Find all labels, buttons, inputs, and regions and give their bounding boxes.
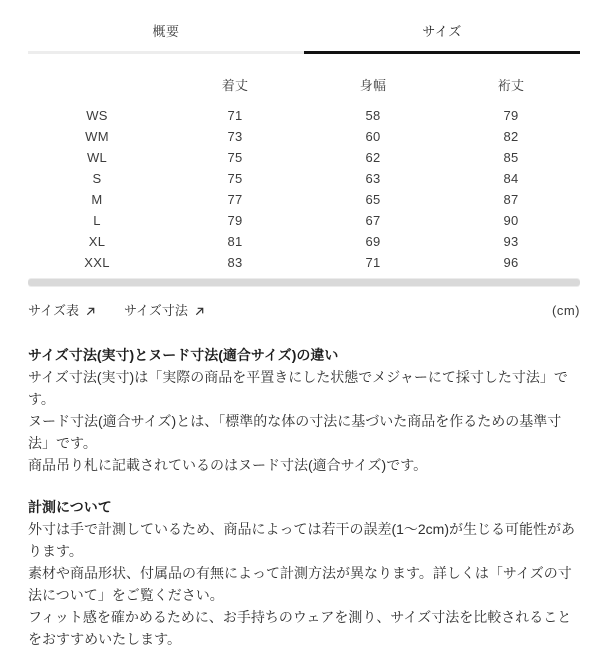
size-table-rows bbox=[28, 105, 580, 273]
size-value: 90 bbox=[503, 213, 519, 228]
section-paragraph: 商品吊り札に記載されているのはヌード寸法(適合サイズ)です。 bbox=[28, 457, 428, 473]
size-column-spacer bbox=[28, 76, 166, 96]
size-value: 79 bbox=[503, 108, 519, 123]
size-value: 83 bbox=[227, 255, 243, 270]
size-value: 60 bbox=[365, 129, 381, 144]
section-measurement-note bbox=[28, 496, 580, 650]
column-header-body-length: 着丈 bbox=[221, 78, 249, 93]
section-paragraph: ヌード寸法(適合サイズ)とは、「標準的な体の寸法に基づいた商品を作るための基準寸法」です。 bbox=[28, 413, 562, 451]
size-value: 82 bbox=[503, 129, 519, 144]
section-paragraph: 外寸は手で計測しているため、商品によっては若干の誤差(1〜2cm)が生じる可能性があります。 bbox=[28, 521, 575, 559]
size-value: 71 bbox=[365, 255, 381, 270]
size-value: 67 bbox=[365, 213, 381, 228]
column-header-sleeve-length: 裄丈 bbox=[497, 78, 525, 93]
size-label: WM bbox=[85, 129, 109, 144]
section-heading: サイズ寸法(実寸)とヌード寸法(適合サイズ)の違い bbox=[28, 347, 339, 363]
size-value: 77 bbox=[227, 192, 243, 207]
table-row bbox=[28, 210, 580, 231]
size-label: XL bbox=[88, 234, 106, 249]
size-value: 96 bbox=[503, 255, 519, 270]
section-paragraph: 素材や商品形状、付属品の有無によって計測方法が異なります。詳しくは「サイズの寸法について」をご覧ください。 bbox=[28, 565, 572, 603]
table-row bbox=[28, 105, 580, 126]
size-label: WS bbox=[86, 108, 108, 123]
size-value: 62 bbox=[365, 150, 381, 165]
size-chart-link[interactable] bbox=[28, 301, 96, 321]
size-value: 93 bbox=[503, 234, 519, 249]
column-header-body-width: 身幅 bbox=[359, 78, 387, 93]
size-dimensions-link-label: サイズ寸法 bbox=[123, 303, 188, 318]
unit-label: (cm) bbox=[552, 303, 580, 318]
size-label: S bbox=[92, 171, 102, 186]
size-table bbox=[28, 76, 580, 273]
size-value: 79 bbox=[227, 213, 243, 228]
size-label: XXL bbox=[84, 255, 110, 270]
table-row bbox=[28, 231, 580, 252]
size-table-header bbox=[28, 76, 580, 96]
size-value: 87 bbox=[503, 192, 519, 207]
size-value: 69 bbox=[365, 234, 381, 249]
section-heading: 計測について bbox=[28, 499, 112, 515]
table-row bbox=[28, 168, 580, 189]
size-chart-link-label: サイズ表 bbox=[28, 303, 79, 318]
section-size-vs-nude bbox=[28, 344, 580, 476]
size-value: 73 bbox=[227, 129, 243, 144]
tab-bar bbox=[28, 0, 580, 54]
size-value: 84 bbox=[503, 171, 519, 186]
table-row bbox=[28, 189, 580, 210]
scrollbar-thumb[interactable] bbox=[28, 279, 580, 286]
size-value: 85 bbox=[503, 150, 519, 165]
external-link-icon bbox=[194, 306, 205, 317]
size-value: 81 bbox=[227, 234, 243, 249]
table-row bbox=[28, 126, 580, 147]
size-label: L bbox=[93, 213, 101, 228]
size-label: M bbox=[91, 192, 103, 207]
size-value: 71 bbox=[227, 108, 243, 123]
table-row bbox=[28, 147, 580, 168]
size-value: 75 bbox=[227, 171, 243, 186]
tab-size[interactable]: サイズ bbox=[304, 0, 580, 54]
size-value: 63 bbox=[365, 171, 381, 186]
links-row bbox=[28, 301, 580, 321]
size-value: 65 bbox=[365, 192, 381, 207]
table-horizontal-scrollbar[interactable] bbox=[28, 278, 580, 287]
table-row bbox=[28, 252, 580, 273]
size-value: 75 bbox=[227, 150, 243, 165]
size-label: WL bbox=[86, 150, 108, 165]
size-value: 58 bbox=[365, 108, 381, 123]
tab-overview[interactable]: 概要 bbox=[28, 0, 304, 54]
section-paragraph: フィット感を確かめるために、お手持ちのウェアを測り、サイズ寸法を比較されることをおすすめいたします。 bbox=[28, 609, 572, 647]
section-paragraph: サイズ寸法(実寸)は「実際の商品を平置きにした状態でメジャーにて採寸した寸法」です。 bbox=[28, 369, 568, 407]
external-link-icon bbox=[85, 306, 96, 317]
size-dimensions-link[interactable] bbox=[124, 301, 205, 321]
